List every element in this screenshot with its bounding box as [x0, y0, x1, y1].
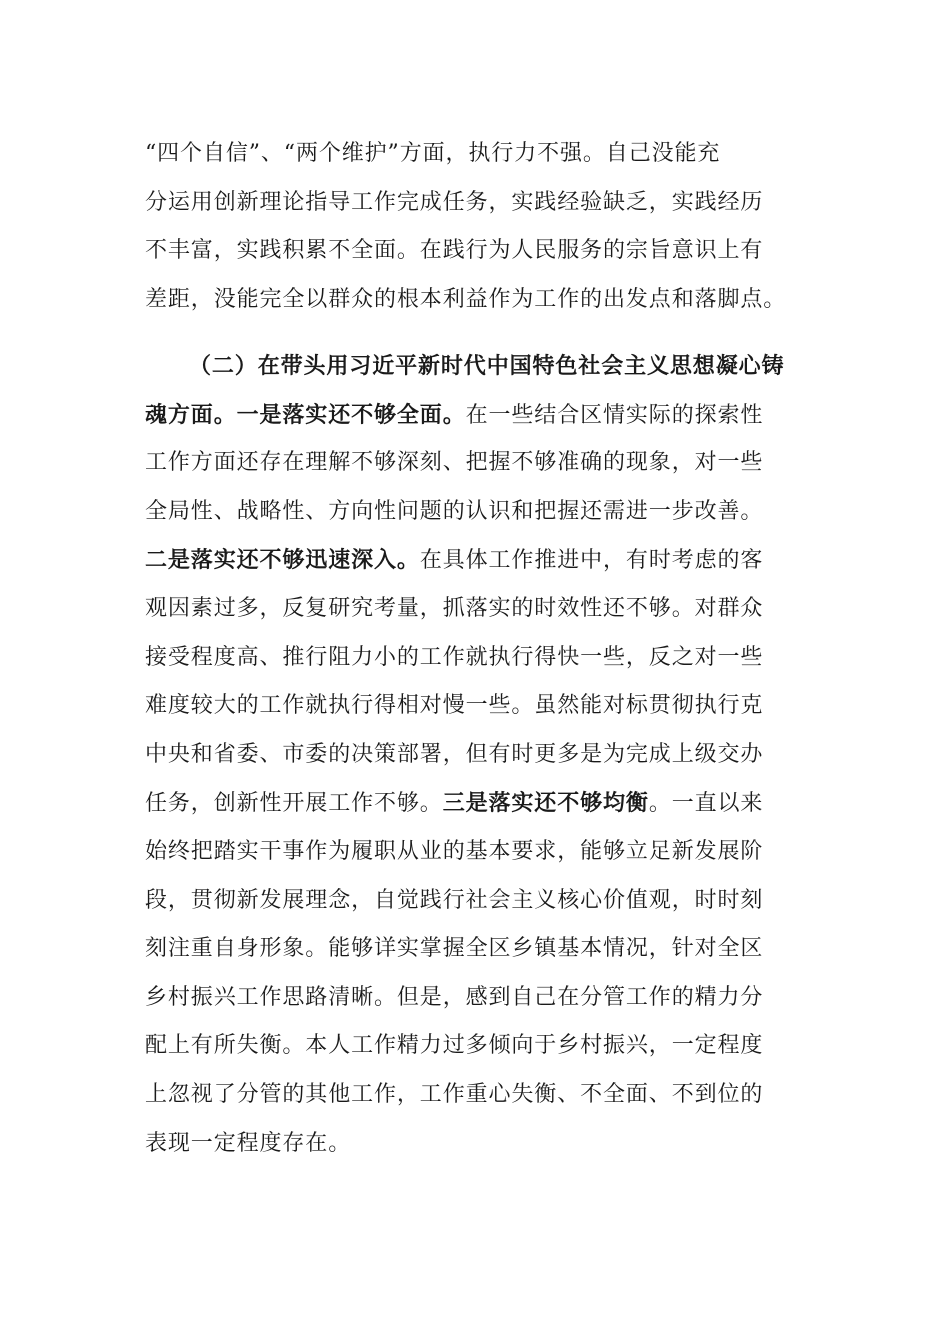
text-line: [145, 779, 811, 828]
text-line: 差距，没能完全以群众的根本利益作为工作的出发点和落脚点。: [145, 286, 787, 312]
text-line: 表现一定程度存在。: [145, 1130, 352, 1156]
paragraph-continuation: [145, 130, 811, 324]
bold-point-two: 二是落实还不够迅速深入。: [145, 547, 420, 574]
text-line: 分运用创新理论指导工作完成任务，实践经验缺乏，实践经历: [145, 189, 764, 215]
text-run: 在具体工作推进中，有时考虑的客: [419, 548, 764, 574]
text-line: 难度较大的工作就执行得相对慢一些。虽然能对标贯彻执行克: [145, 693, 764, 719]
paragraph-section-two: [145, 342, 811, 1168]
text-run: 在一些结合区情实际的探索性: [465, 402, 764, 428]
text-line: “四个自信”、“两个维护”方面，执行力不强。自己没能充: [145, 141, 721, 166]
text-line: 中央和省委、市委的决策部署，但有时更多是为完成上级交办: [145, 741, 764, 767]
text-line: 始终把踏实干事作为履职从业的基本要求，能够立足新发展阶: [145, 838, 764, 864]
text-line: [145, 391, 811, 440]
text-line: [145, 536, 811, 585]
text-line: 工作方面还存在理解不够深刻、把握不够准确的现象，对一些: [145, 450, 764, 476]
text-run: 。一直以来: [648, 791, 764, 817]
text-line: 观因素过多，反复研究考量，抓落实的时效性还不够。对群众: [145, 595, 764, 621]
section-heading: （二）在带头用习近平新时代中国特色社会主义思想凝心铸: [189, 353, 785, 379]
text-line: 接受程度高、推行阻力小的工作就执行得快一些，反之对一些: [145, 644, 764, 670]
text-line: 乡村振兴工作思路清晰。但是，感到自己在分管工作的精力分: [145, 984, 764, 1010]
text-run: 任务，创新性开展工作不够。: [145, 791, 443, 817]
text-line: 段，贯彻新发展理念，自觉践行社会主义核心价值观，时时刻: [145, 887, 764, 913]
text-line: 刻注重自身形象。能够详实掌握全区乡镇基本情况，针对全区: [145, 936, 764, 962]
bold-point-one: 魂方面。一是落实还不够全面。: [145, 401, 466, 428]
bold-point-three: 三是落实还不够均衡: [442, 790, 649, 817]
text-line: 不丰富，实践积累不全面。在践行为人民服务的宗旨意识上有: [145, 238, 764, 264]
text-line: 上忽视了分管的其他工作，工作重心失衡、不全面、不到位的: [145, 1081, 764, 1107]
text-line: 全局性、战略性、方向性问题的认识和把握还需进一步改善。: [145, 498, 764, 524]
text-line: 配上有所失衡。本人工作精力过多倾向于乡村振兴，一定程度: [145, 1033, 764, 1059]
